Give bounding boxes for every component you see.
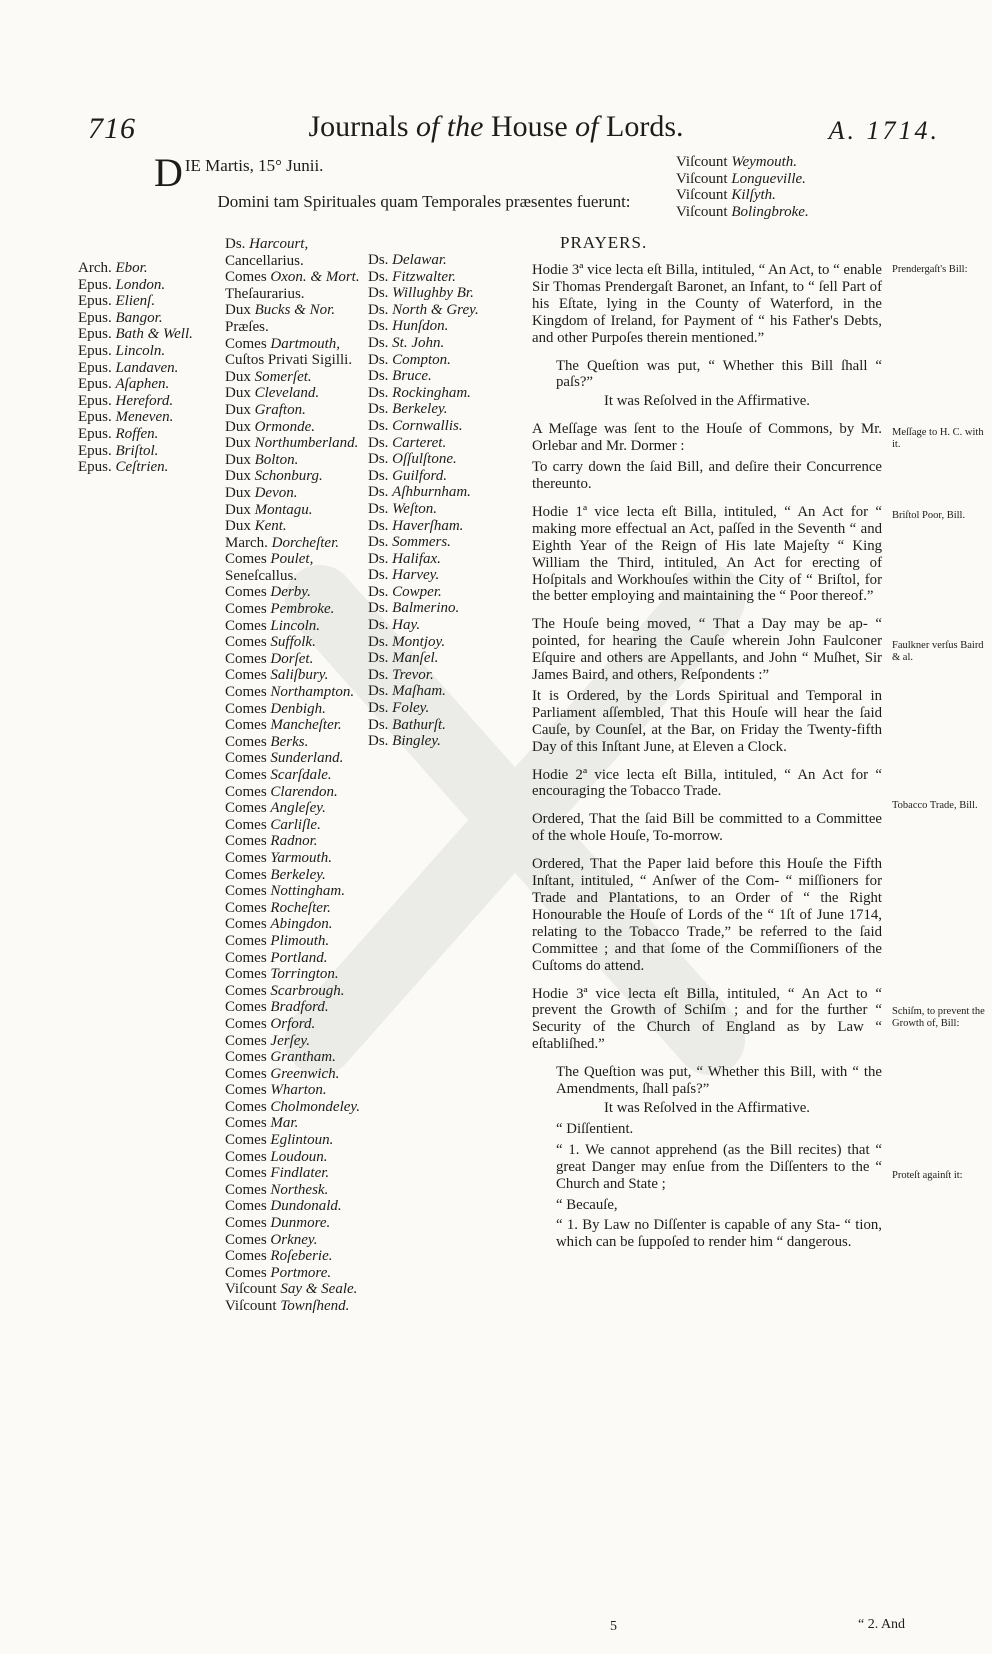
list-entry: Dux Bolton. bbox=[225, 451, 299, 468]
list-entry: Comes Mancheſter. bbox=[225, 717, 342, 734]
list-entry: Dux Montagu. bbox=[225, 501, 313, 518]
list-entry: Dux Kent. bbox=[225, 518, 287, 535]
list-entry: Comes Abingdon. bbox=[225, 916, 333, 933]
list-entry: Dux Cleveland. bbox=[225, 385, 320, 402]
list-entry: Comes Orford. bbox=[225, 1015, 316, 1032]
list-peers bbox=[225, 236, 375, 1315]
prayers-heading: PRAYERS. bbox=[560, 233, 648, 252]
list-entry: Ds. Hunſdon. bbox=[368, 318, 449, 335]
list-entry: Epus. Briſtol. bbox=[78, 442, 159, 459]
list-entry: Ds. Bingley. bbox=[368, 733, 441, 750]
list-entry: Ds. Carteret. bbox=[368, 434, 447, 451]
list-entry: Ds. Haverſham. bbox=[368, 517, 464, 534]
list-entry: Ds. North & Grey. bbox=[368, 301, 479, 318]
list-entry: Comes Rocheſter. bbox=[225, 899, 331, 916]
list-entry: Ds. Fitzwalter. bbox=[368, 268, 456, 285]
list-entry: Comes Radnor. bbox=[225, 833, 318, 850]
paragraph-house-moved: The Houſe being moved, “ That a Day may be ap- “ pointed, for hearing the Cauſe wherein John Faulconer Eſquire and others are Appellants, and John “ Muſhet, Sir James Baird, and others, Reſpondents :” bbox=[532, 616, 882, 684]
paragraph-committee: Ordered, That the ſaid Bill be committed to a Committee of the whole Houſe, To-morrow. bbox=[532, 811, 882, 845]
list-entry: Dux Somerſet. bbox=[225, 368, 312, 385]
list-entry: Comes Jerſey. bbox=[225, 1032, 310, 1049]
list-entry: Dux Bucks & Nor. Præſes. bbox=[225, 302, 336, 335]
list-entry: Comes Saliſbury. bbox=[225, 667, 329, 684]
list-entry: Dux Devon. bbox=[225, 484, 298, 501]
list-entry: Comes Berkeley. bbox=[225, 866, 326, 883]
list-entry: Ds. Halifax. bbox=[368, 550, 441, 567]
list-entry: Comes Scarſdale. bbox=[225, 767, 332, 783]
list-entry: Comes Portland. bbox=[225, 949, 328, 966]
margin-note: Prendergaſt's Bill: bbox=[892, 264, 968, 275]
list-entry: Comes Loudoun. bbox=[225, 1148, 328, 1165]
list-entry: Ds. Bruce. bbox=[368, 368, 432, 385]
list-entry: Comes Greenwich. bbox=[225, 1065, 340, 1082]
list-entry: Comes Carliſle. bbox=[225, 816, 321, 833]
list-entry: Epus. Landaven. bbox=[78, 359, 179, 376]
list-entry: Comes Bradford. bbox=[225, 999, 329, 1016]
paragraph-dissentient: “ Diſſentient. bbox=[556, 1120, 634, 1137]
paragraph-message: A Meſſage was ſent to the Houſe of Commons, by Mr. Orlebar and Mr. Dormer : bbox=[532, 421, 882, 455]
list-entry: March. Dorcheſter. bbox=[225, 534, 340, 551]
paragraph-concurrence: To carry down the ſaid Bill, and deſire their Concurrence thereunto. bbox=[532, 459, 882, 492]
list-entry: Arch. Ebor. bbox=[78, 260, 148, 276]
list-entry: Dux Northumberland. bbox=[225, 435, 359, 452]
list-entry: Ds. Weſton. bbox=[368, 500, 438, 517]
signature-mark: 5 bbox=[610, 1619, 617, 1634]
paragraph-question-2: The Queſtion was put, “ Whether this Bill, with “ the Amendments, ſhall paſs?” bbox=[556, 1064, 882, 1098]
list-entry: Epus. Ceſtrien. bbox=[78, 459, 169, 476]
list-entry: Comes Sunderland. bbox=[225, 750, 344, 767]
list-entry: Comes Northesk. bbox=[225, 1181, 329, 1198]
paragraph-protest-reason: “ 1. By Law no Diſſenter is capable of any Sta- “ tion, which can be ſuppoſed to render him “ dangerous. bbox=[556, 1217, 882, 1251]
list-entry: Ds. Compton. bbox=[368, 351, 451, 368]
list-entry: Comes Berks. bbox=[225, 733, 309, 750]
list-entry: Ds. Harvey. bbox=[368, 567, 440, 584]
paragraph-because: “ Becauſe, bbox=[556, 1196, 618, 1213]
list-entry: Ds. Montjoy. bbox=[368, 633, 446, 650]
page-year: A. 1714. bbox=[828, 116, 940, 145]
list-entry: Ds. Balmerino. bbox=[368, 600, 460, 617]
list-entry: Viſcount Weymouth. bbox=[676, 154, 798, 170]
list-entry: Ds. Cornwallis. bbox=[368, 417, 463, 434]
list-entry: Comes Eglintoun. bbox=[225, 1132, 334, 1149]
list-entry: Ds. Bathurſt. bbox=[368, 716, 446, 733]
list-entry: Epus. Aſaphen. bbox=[78, 376, 170, 393]
page-number: 716 bbox=[88, 112, 136, 145]
list-entry: Epus. Elienſ. bbox=[78, 293, 156, 310]
list-bishops bbox=[78, 260, 216, 476]
list-entry: Viſcount Townſhend. bbox=[225, 1298, 350, 1314]
list-entry: Ds. Trevor. bbox=[368, 666, 434, 683]
list-entry: Comes Cholmondeley. bbox=[225, 1098, 360, 1115]
list-entry: Comes Mar. bbox=[225, 1115, 299, 1132]
list-entry: Ds. Rockingham. bbox=[368, 384, 471, 401]
list-entry: Comes Torrington. bbox=[225, 966, 339, 983]
list-entry: Comes Lincoln. bbox=[225, 617, 321, 634]
date-line: D IE Martis, 15° Junii. bbox=[154, 150, 324, 195]
list-entry: Comes Dartmouth, Cuſtos Privati Sigilli. bbox=[225, 335, 353, 369]
list-entry: Comes Findlater. bbox=[225, 1165, 330, 1182]
attendance-heading: Domini tam Spirituales quam Temporales præsentes fuerunt: bbox=[217, 192, 631, 211]
list-entry: Ds. Cowper. bbox=[368, 583, 442, 600]
list-entry: Ds. Hay. bbox=[368, 617, 421, 634]
list-entry: Comes Wharton. bbox=[225, 1082, 327, 1099]
margin-note: Schiſm, to prevent the Growth of, Bill: bbox=[892, 1006, 985, 1029]
list-entry: Comes Northampton. bbox=[225, 684, 355, 701]
list-entry: Comes Dorſet. bbox=[225, 650, 314, 667]
list-entry: Comes Clarendon. bbox=[225, 783, 338, 800]
list-entry: Epus. Lincoln. bbox=[78, 342, 166, 359]
list-entry: Epus. London. bbox=[78, 276, 166, 293]
list-entry: Dux Grafton. bbox=[225, 401, 306, 418]
list-entry: Epus. Bath & Well. bbox=[78, 326, 193, 343]
list-entry: Comes Dundonald. bbox=[225, 1198, 342, 1215]
paragraph-question: The Queſtion was put, “ Whether this Bill ſhall “ paſs?” bbox=[556, 357, 882, 391]
list-entry: Comes Scarbrough. bbox=[225, 982, 345, 999]
list-entry: Dux Ormonde. bbox=[225, 418, 316, 435]
list-entry: Epus. Roffen. bbox=[78, 425, 159, 442]
paragraph-resolved: It was Reſolved in the Affirmative. bbox=[603, 393, 810, 410]
list-entry: Ds. Delawar. bbox=[368, 252, 447, 268]
list-entry: Epus. Hereford. bbox=[78, 392, 174, 409]
list-entry: Viſcount Kilſyth. bbox=[676, 187, 776, 204]
margin-note: Meſſage to H. C. with it. bbox=[892, 427, 984, 450]
list-entry: Comes Angleſey. bbox=[225, 800, 326, 817]
paragraph-protest-1: “ 1. We cannot apprehend (as the Bill recites) that “ great Danger may enſue from the Diſſenters to the “ Church and State ; bbox=[556, 1141, 882, 1192]
list-entry: Ds. Foley. bbox=[368, 700, 430, 717]
list-entry: Comes Denbigh. bbox=[225, 700, 326, 717]
paragraph-bristol-bill: Hodie 1ª vice lecta eſt Billa, intituled, “ An Act for “ making more effectual an Act, paſſed in the Seventh “ and Eighth Year of the Reign of His late Majeſty “ King William the Third, intituled, An Act for erecting of Hoſpitals and Workhouſes within the City of “ Briſtol, for the better employing and maintaining the “ Poor thereof.” bbox=[532, 503, 882, 605]
margin-note: Proteſt againſt it: bbox=[892, 1170, 963, 1181]
list-entry: Comes Plimouth. bbox=[225, 932, 330, 949]
list-entry: Viſcount Bolingbroke. bbox=[676, 203, 809, 220]
list-entry: Comes Suffolk. bbox=[225, 634, 316, 651]
list-entry: Ds. Oſſulſtone. bbox=[368, 451, 457, 468]
list-entry: Ds. Willughby Br. bbox=[368, 285, 474, 302]
list-entry: Comes Grantham. bbox=[225, 1049, 336, 1066]
main-text bbox=[532, 262, 882, 1262]
list-entry: Ds. Guilford. bbox=[368, 467, 448, 484]
list-entry: Comes Pembroke. bbox=[225, 601, 335, 618]
list-viscounts bbox=[676, 154, 809, 220]
paragraph-prendergast-bill: Hodie 3ª vice lecta eſt Billa, intituled, “ An Act, to “ enable Sir Thomas Prendergaſt Baronet, an Infant, to “ ſell Part of his Eſtate, lying in the County of Waterford, in the Kingdom of Ireland, for Payment of “ his Father's Debts, and other Purpoſes therein mentioned.” bbox=[532, 262, 882, 346]
paragraph-resolved-2: It was Reſolved in the Affirmative. bbox=[603, 1099, 810, 1116]
list-entry: Epus. Bangor. bbox=[78, 309, 163, 326]
paragraph-tobacco-bill: Hodie 2ª vice lecta eſt Billa, intituled, “ An Act for “ encouraging the Tobacco Trade. bbox=[532, 766, 882, 800]
list-entry: Viſcount Longueville. bbox=[676, 170, 806, 187]
catchword: “ 2. And bbox=[858, 1617, 906, 1632]
list-entry: Ds. St. John. bbox=[368, 334, 445, 351]
list-entry: Ds. Harcourt, Cancellarius. bbox=[225, 236, 309, 269]
list-entry: Comes Dunmore. bbox=[225, 1215, 331, 1232]
list-entry: Comes Roſeberie. bbox=[225, 1248, 333, 1265]
list-entry: Comes Portmore. bbox=[225, 1264, 332, 1281]
list-entry: Dux Schonburg. bbox=[225, 468, 323, 485]
list-entry: Comes Nottingham. bbox=[225, 883, 346, 900]
list-barons bbox=[368, 252, 498, 750]
paragraph-ordered-hearing: It is Ordered, by the Lords Spiritual and Temporal in Parliament aſſembled, That this Houſe will hear the ſaid Cauſe, by Counſel, at the Bar, on Friday the Twenty-fifth Day of this Inſtant June, at Eleven a Clock. bbox=[532, 687, 882, 755]
list-entry: Comes Orkney. bbox=[225, 1231, 318, 1248]
margin-note: Faulkner verſus Baird & al. bbox=[892, 640, 984, 663]
margin-note: Briſtol Poor, Bill. bbox=[892, 510, 966, 521]
list-entry: Ds. Aſhburnham. bbox=[368, 484, 471, 501]
list-entry: Ds. Maſham. bbox=[368, 683, 446, 700]
paragraph-schism-bill: Hodie 3ª vice lecta eſt Billa, intituled, “ An Act to “ prevent the Growth of Schiſm ; and for the further “ Security of the Church of England as by Law “ eſtabliſhed.” bbox=[532, 985, 882, 1053]
list-entry: Epus. Meneven. bbox=[78, 409, 174, 426]
list-entry: Ds. Sommers. bbox=[368, 534, 451, 551]
list-entry: Ds. Berkeley. bbox=[368, 401, 448, 418]
paragraph-paper-referred: Ordered, That the Paper laid before this Houſe the Fifth Inſtant, intituled, “ Anſwer of the Com- “ miſſioners for Trade and Plantations, to an Order of “ the Right Honourable the Houſe of Lords of the “ 1ſt of June 1714, relating to the Tobacco Trade,” be referred to the ſaid Committee ; and that ſome of the Commiſſioners of the Cuſtoms do attend. bbox=[532, 856, 882, 974]
list-entry: Comes Poulet, Seneſcallus. bbox=[225, 551, 314, 584]
drop-cap: D bbox=[154, 150, 183, 195]
list-entry: Viſcount Say & Seale. bbox=[225, 1281, 358, 1298]
margin-note: Tobacco Trade, Bill. bbox=[892, 800, 978, 811]
list-entry: Ds. Manſel. bbox=[368, 650, 439, 667]
running-head: Journals of the House of Lords. bbox=[308, 110, 684, 143]
list-entry: Comes Oxon. & Mort. Theſaurarius. bbox=[225, 269, 360, 302]
list-entry: Comes Yarmouth. bbox=[225, 849, 332, 866]
list-entry: Comes Derby. bbox=[225, 584, 311, 601]
